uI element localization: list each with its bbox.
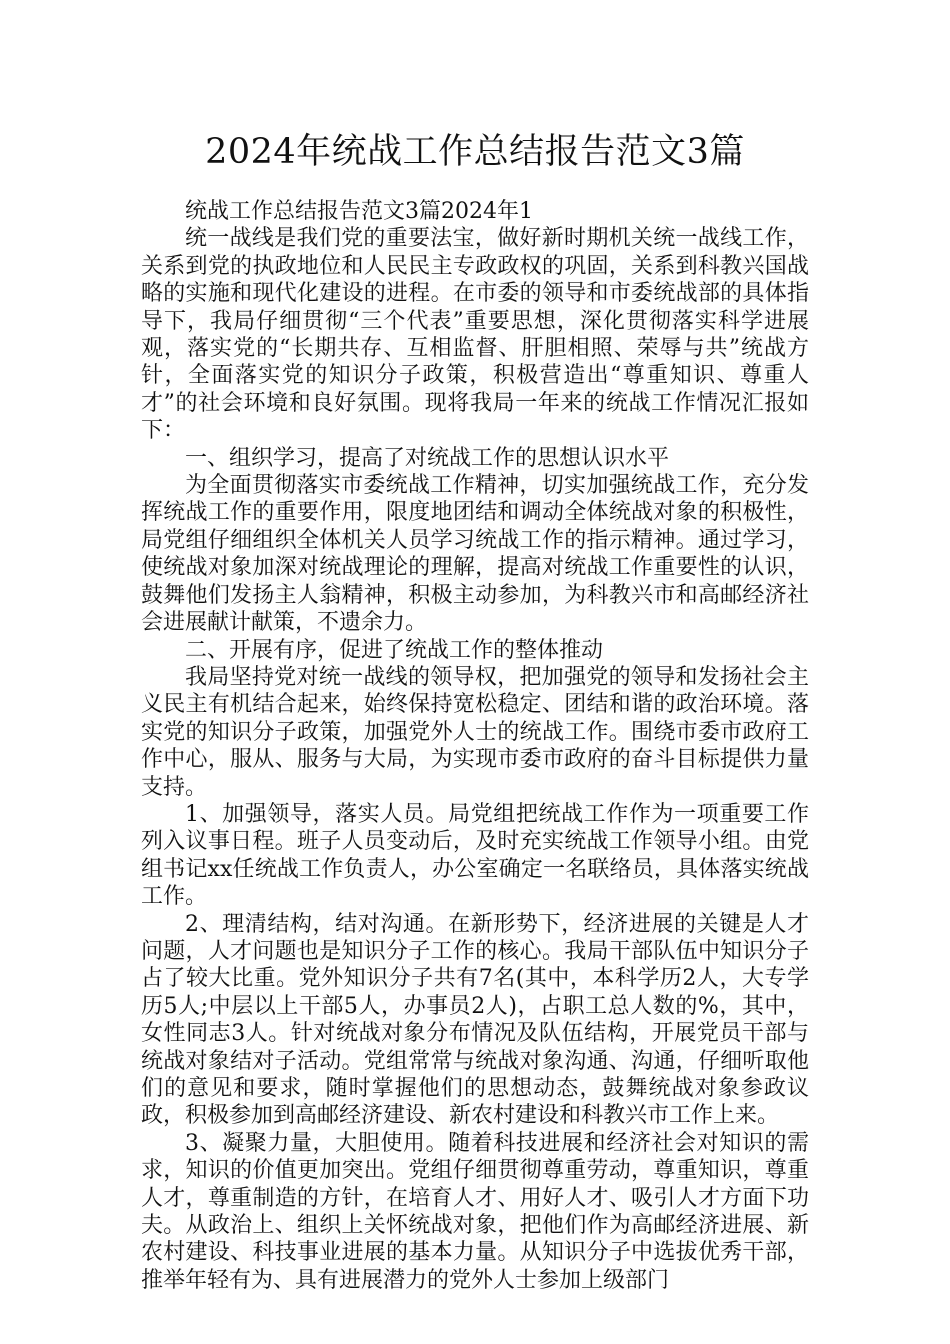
- paragraph-item-3: 3、凝聚力量，大胆使用。随着科技进展和经济社会对知识的需求，知识的价值更加突出。党组仔细贯彻尊重劳动，尊重知识，尊重人才，尊重制造的方针，在培育人才、用好人才、吸引人才方面下功夫。从政治上、组织上关怀统战对象，把他们作为高邮经济进展、新农村建设、科技事业进展的基本力量。从知识分子中选拔优秀干部，推举年轻有为、具有进展潜力的党外人士参加上级部门: [141, 1130, 809, 1293]
- paragraph-section-1: 为全面贯彻落实市委统战工作精神，切实加强统战工作，充分发挥统战工作的重要作用，限度地团结和调动全体统战对象的积极性，局党组仔细组织全体机关人员学习统战工作的指示精神。通过学习，使统战对象加深对统战理论的理解，提高对统战工作重要性的认识，鼓舞他们发扬主人翁精神，积极主动参加，为科教兴市和高邮经济社会进展献计献策，不遗余力。: [141, 473, 809, 636]
- paragraph-section-2: 我局坚持党对统一战线的领导权，把加强党的领导和发扬社会主义民主有机结合起来，始终保持宽松稳定、团结和谐的政治环境。落实党的知识分子政策，加强党外人士的统战工作。围绕市委市政府工作中心，服从、服务与大局，为实现市委市政府的奋斗目标提供力量支持。: [141, 664, 809, 800]
- paragraph-item-1: 1、加强领导，落实人员。局党组把统战工作作为一项重要工作列入议事日程。班子人员变动后，及时充实统战工作领导小组。由党组书记xx任统战工作负责人，办公室确定一名联络员，具体落实统战工作。: [141, 801, 809, 910]
- document-body: [141, 198, 809, 1294]
- document-title: 2024年统战工作总结报告范文3篇: [205, 132, 745, 172]
- section-heading-1: 一、组织学习，提高了对统战工作的思想认识水平: [185, 445, 670, 471]
- paragraph-subtitle: 统战工作总结报告范文3篇2024年1: [185, 199, 533, 224]
- paragraph-intro: 统一战线是我们党的重要法宝，做好新时期机关统一战线工作，关系到党的执政地位和人民民主专政政权的巩固，关系到科教兴国战略的实施和现代化建设的进程。在市委的领导和市委统战部的具体指导下，我局仔细贯彻“三个代表”重要思想，深化贯彻落实科学进展观，落实党的“长期共存、互相监督、肝胆相照、荣辱与共”统战方针，全面落实党的知识分子政策，积极营造出“尊重知识、尊重人才”的社会环境和良好氛围。现将我局一年来的统战工作情况汇报如下：: [141, 226, 809, 444]
- section-heading-2: 二、开展有序，促进了统战工作的整体推动: [185, 637, 604, 663]
- paragraph-item-2: 2、理清结构，结对沟通。在新形势下，经济进展的关键是人才问题，人才问题也是知识分子工作的核心。我局干部队伍中知识分子占了较大比重。党外知识分子共有7名(其中，本科学历2人，大专学历5人;中层以上干部5人，办事员2人)，占职工总人数的%，其中，女性同志3人。针对统战对象分布情况及队伍结构，开展党员干部与统战对象结对子活动。党组常常与统战对象沟通、沟通，仔细听取他们的意见和要求，随时掌握他们的思想动态，鼓舞统战对象参政议政，积极参加到高邮经济建设、新农村建设和科教兴市工作上来。: [141, 911, 809, 1129]
